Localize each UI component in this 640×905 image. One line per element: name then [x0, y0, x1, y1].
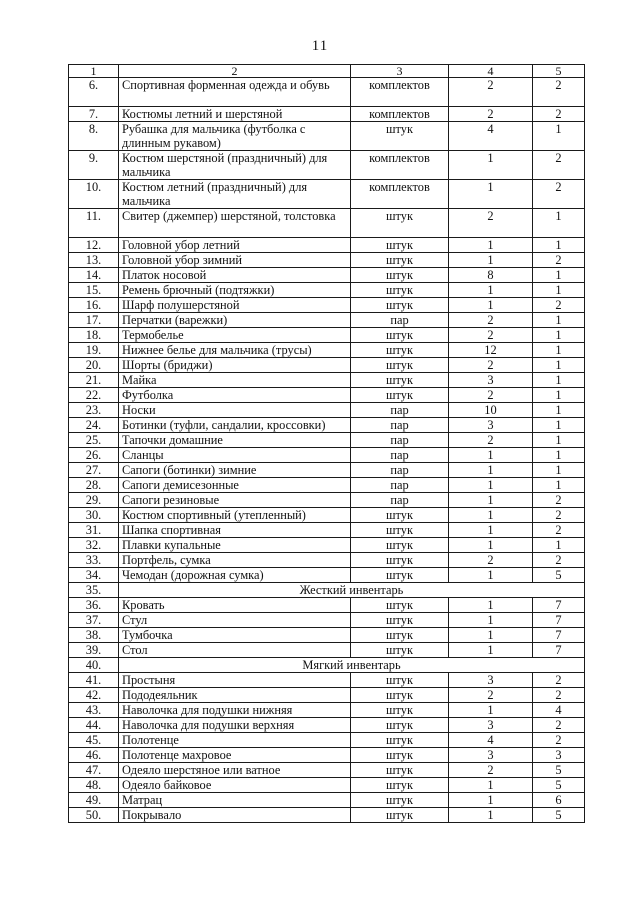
- wear-period: 5: [533, 763, 585, 778]
- item-unit: штук: [351, 388, 449, 403]
- section-row: [69, 658, 585, 673]
- row-number: 42.: [69, 688, 119, 703]
- wear-period: 2: [533, 508, 585, 523]
- item-unit: штук: [351, 283, 449, 298]
- item-name: Головной убор зимний: [119, 253, 351, 268]
- row-number: 16.: [69, 298, 119, 313]
- column-header: 3: [351, 65, 449, 78]
- item-name: Полотенце: [119, 733, 351, 748]
- row-number: 15.: [69, 283, 119, 298]
- item-name: Носки: [119, 403, 351, 418]
- item-unit: комплектов: [351, 78, 449, 107]
- item-unit: штук: [351, 748, 449, 763]
- item-name: Шарф полушерстяной: [119, 298, 351, 313]
- table-row: [69, 493, 585, 508]
- row-number: 49.: [69, 793, 119, 808]
- item-unit: пар: [351, 448, 449, 463]
- item-unit: комплектов: [351, 180, 449, 209]
- table-row: [69, 78, 585, 107]
- row-number: 19.: [69, 343, 119, 358]
- quantity: 2: [449, 313, 533, 328]
- wear-period: 1: [533, 388, 585, 403]
- row-number: 32.: [69, 538, 119, 553]
- row-number: 40.: [69, 658, 119, 673]
- row-number: 12.: [69, 238, 119, 253]
- column-header: 1: [69, 65, 119, 78]
- item-unit: пар: [351, 403, 449, 418]
- item-unit: штук: [351, 523, 449, 538]
- quantity: 1: [449, 508, 533, 523]
- item-unit: штук: [351, 328, 449, 343]
- row-number: 25.: [69, 433, 119, 448]
- table-row: [69, 433, 585, 448]
- row-number: 36.: [69, 598, 119, 613]
- row-number: 7.: [69, 107, 119, 122]
- wear-period: 5: [533, 568, 585, 583]
- item-unit: штук: [351, 673, 449, 688]
- quantity: 2: [449, 328, 533, 343]
- row-number: 45.: [69, 733, 119, 748]
- quantity: 1: [449, 523, 533, 538]
- item-name: Спортивная форменная одежда и обувь: [119, 78, 351, 107]
- table-row: [69, 688, 585, 703]
- wear-period: 2: [533, 107, 585, 122]
- quantity: 1: [449, 448, 533, 463]
- item-name: Тумбочка: [119, 628, 351, 643]
- wear-period: 1: [533, 403, 585, 418]
- wear-period: 1: [533, 478, 585, 493]
- row-number: 47.: [69, 763, 119, 778]
- item-name: Майка: [119, 373, 351, 388]
- table-row: [69, 151, 585, 180]
- quantity: 1: [449, 478, 533, 493]
- wear-period: 7: [533, 613, 585, 628]
- row-number: 44.: [69, 718, 119, 733]
- quantity: 3: [449, 418, 533, 433]
- wear-period: 2: [533, 718, 585, 733]
- table-row: [69, 778, 585, 793]
- table-row: [69, 328, 585, 343]
- table-row: [69, 523, 585, 538]
- item-name: Сланцы: [119, 448, 351, 463]
- wear-period: 7: [533, 643, 585, 658]
- item-name: Костюм шерстяной (праздничный) для мальчика: [119, 151, 351, 180]
- quantity: 4: [449, 122, 533, 151]
- table-row: [69, 373, 585, 388]
- item-name: Нижнее белье для мальчика (трусы): [119, 343, 351, 358]
- table-row: [69, 613, 585, 628]
- row-number: 31.: [69, 523, 119, 538]
- row-number: 13.: [69, 253, 119, 268]
- quantity: 1: [449, 703, 533, 718]
- table-row: [69, 298, 585, 313]
- item-unit: штук: [351, 628, 449, 643]
- item-unit: штук: [351, 763, 449, 778]
- row-number: 26.: [69, 448, 119, 463]
- quantity: 1: [449, 463, 533, 478]
- item-name: Шапка спортивная: [119, 523, 351, 538]
- wear-period: 1: [533, 313, 585, 328]
- table-row: [69, 808, 585, 823]
- row-number: 14.: [69, 268, 119, 283]
- table-body: [69, 65, 585, 823]
- row-number: 18.: [69, 328, 119, 343]
- table-row: [69, 253, 585, 268]
- row-number: 17.: [69, 313, 119, 328]
- table-row: [69, 793, 585, 808]
- row-number: 21.: [69, 373, 119, 388]
- item-name: Головной убор летний: [119, 238, 351, 253]
- item-unit: штук: [351, 343, 449, 358]
- item-unit: штук: [351, 268, 449, 283]
- quantity: 8: [449, 268, 533, 283]
- item-unit: штук: [351, 688, 449, 703]
- quantity: 2: [449, 388, 533, 403]
- item-unit: штук: [351, 298, 449, 313]
- item-unit: пар: [351, 463, 449, 478]
- wear-period: 3: [533, 748, 585, 763]
- wear-period: 4: [533, 703, 585, 718]
- item-name: Простыня: [119, 673, 351, 688]
- wear-period: 1: [533, 538, 585, 553]
- quantity: 3: [449, 718, 533, 733]
- row-number: 28.: [69, 478, 119, 493]
- row-number: 6.: [69, 78, 119, 107]
- table-row: [69, 643, 585, 658]
- row-number: 46.: [69, 748, 119, 763]
- row-number: 37.: [69, 613, 119, 628]
- row-number: 48.: [69, 778, 119, 793]
- item-name: Покрывало: [119, 808, 351, 823]
- item-name: Рубашка для мальчика (футболка с длинным рукавом): [119, 122, 351, 151]
- item-name: Плавки купальные: [119, 538, 351, 553]
- item-unit: штук: [351, 643, 449, 658]
- row-number: 29.: [69, 493, 119, 508]
- wear-period: 2: [533, 151, 585, 180]
- wear-period: 7: [533, 598, 585, 613]
- wear-period: 5: [533, 778, 585, 793]
- wear-period: 1: [533, 343, 585, 358]
- table-row: [69, 313, 585, 328]
- quantity: 1: [449, 778, 533, 793]
- row-number: 39.: [69, 643, 119, 658]
- wear-period: 1: [533, 268, 585, 283]
- item-unit: пар: [351, 313, 449, 328]
- wear-period: 2: [533, 298, 585, 313]
- wear-period: 1: [533, 448, 585, 463]
- quantity: 2: [449, 688, 533, 703]
- item-name: Одеяло шерстяное или ватное: [119, 763, 351, 778]
- item-unit: штук: [351, 598, 449, 613]
- quantity: 1: [449, 493, 533, 508]
- item-unit: штук: [351, 778, 449, 793]
- wear-period: 1: [533, 283, 585, 298]
- table-row: [69, 553, 585, 568]
- item-name: Термобелье: [119, 328, 351, 343]
- item-name: Свитер (джемпер) шерстяной, толстовка: [119, 209, 351, 238]
- quantity: 1: [449, 793, 533, 808]
- inventory-table: [68, 64, 585, 823]
- table-row: [69, 180, 585, 209]
- row-number: 50.: [69, 808, 119, 823]
- quantity: 12: [449, 343, 533, 358]
- quantity: 2: [449, 763, 533, 778]
- row-number: 43.: [69, 703, 119, 718]
- quantity: 1: [449, 283, 533, 298]
- item-name: Пододеяльник: [119, 688, 351, 703]
- item-unit: штук: [351, 718, 449, 733]
- wear-period: 5: [533, 808, 585, 823]
- item-unit: штук: [351, 508, 449, 523]
- item-unit: штук: [351, 793, 449, 808]
- item-name: Ботинки (туфли, сандалии, кроссовки): [119, 418, 351, 433]
- quantity: 1: [449, 180, 533, 209]
- quantity: 3: [449, 373, 533, 388]
- table-row: [69, 268, 585, 283]
- row-number: 20.: [69, 358, 119, 373]
- table-row: [69, 283, 585, 298]
- item-name: Тапочки домашние: [119, 433, 351, 448]
- quantity: 2: [449, 358, 533, 373]
- wear-period: 1: [533, 122, 585, 151]
- item-unit: пар: [351, 418, 449, 433]
- row-number: 27.: [69, 463, 119, 478]
- wear-period: 2: [533, 673, 585, 688]
- item-name: Платок носовой: [119, 268, 351, 283]
- item-name: Полотенце махровое: [119, 748, 351, 763]
- row-number: 38.: [69, 628, 119, 643]
- row-number: 9.: [69, 151, 119, 180]
- item-unit: пар: [351, 478, 449, 493]
- item-unit: пар: [351, 493, 449, 508]
- wear-period: 2: [533, 733, 585, 748]
- table-row: [69, 538, 585, 553]
- table-header-row: [69, 65, 585, 78]
- item-unit: штук: [351, 122, 449, 151]
- row-number: 33.: [69, 553, 119, 568]
- item-name: Сапоги резиновые: [119, 493, 351, 508]
- quantity: 1: [449, 298, 533, 313]
- page-number: 11: [311, 38, 329, 54]
- wear-period: 2: [533, 180, 585, 209]
- quantity: 1: [449, 598, 533, 613]
- wear-period: 2: [533, 78, 585, 107]
- item-name: Чемодан (дорожная сумка): [119, 568, 351, 583]
- item-name: Одеяло байковое: [119, 778, 351, 793]
- wear-period: 7: [533, 628, 585, 643]
- quantity: 1: [449, 568, 533, 583]
- item-unit: штук: [351, 358, 449, 373]
- table-row: [69, 703, 585, 718]
- row-number: 11.: [69, 209, 119, 238]
- table-row: [69, 733, 585, 748]
- column-header: 4: [449, 65, 533, 78]
- table-row: [69, 358, 585, 373]
- item-unit: комплектов: [351, 151, 449, 180]
- quantity: 10: [449, 403, 533, 418]
- wear-period: 1: [533, 418, 585, 433]
- wear-period: 2: [533, 523, 585, 538]
- table-row: [69, 388, 585, 403]
- wear-period: 1: [533, 328, 585, 343]
- wear-period: 1: [533, 373, 585, 388]
- item-unit: штук: [351, 553, 449, 568]
- quantity: 2: [449, 107, 533, 122]
- wear-period: 1: [533, 209, 585, 238]
- row-number: 24.: [69, 418, 119, 433]
- table-row: [69, 403, 585, 418]
- table-row: [69, 598, 585, 613]
- wear-period: 2: [533, 688, 585, 703]
- item-unit: штук: [351, 538, 449, 553]
- item-unit: штук: [351, 568, 449, 583]
- table-row: [69, 508, 585, 523]
- quantity: 1: [449, 538, 533, 553]
- item-unit: штук: [351, 733, 449, 748]
- wear-period: 1: [533, 238, 585, 253]
- quantity: 1: [449, 613, 533, 628]
- table-row: [69, 718, 585, 733]
- wear-period: 1: [533, 433, 585, 448]
- quantity: 1: [449, 253, 533, 268]
- table-row: [69, 107, 585, 122]
- item-name: Ремень брючный (подтяжки): [119, 283, 351, 298]
- section-title: Мягкий инвентарь: [119, 658, 585, 673]
- item-unit: штук: [351, 808, 449, 823]
- item-name: Футболка: [119, 388, 351, 403]
- wear-period: 2: [533, 553, 585, 568]
- table-row: [69, 628, 585, 643]
- section-title: Жесткий инвентарь: [119, 583, 585, 598]
- row-number: 41.: [69, 673, 119, 688]
- quantity: 1: [449, 628, 533, 643]
- row-number: 8.: [69, 122, 119, 151]
- item-unit: штук: [351, 703, 449, 718]
- quantity: 1: [449, 808, 533, 823]
- wear-period: 2: [533, 253, 585, 268]
- item-name: Наволочка для подушки верхняя: [119, 718, 351, 733]
- table-row: [69, 418, 585, 433]
- item-unit: штук: [351, 253, 449, 268]
- section-row: [69, 583, 585, 598]
- table-row: [69, 763, 585, 778]
- quantity: 2: [449, 433, 533, 448]
- quantity: 3: [449, 748, 533, 763]
- row-number: 22.: [69, 388, 119, 403]
- quantity: 1: [449, 643, 533, 658]
- quantity: 2: [449, 553, 533, 568]
- table-row: [69, 448, 585, 463]
- quantity: 1: [449, 151, 533, 180]
- table-row: [69, 343, 585, 358]
- quantity: 2: [449, 209, 533, 238]
- item-name: Матрац: [119, 793, 351, 808]
- column-header: 2: [119, 65, 351, 78]
- item-name: Портфель, сумка: [119, 553, 351, 568]
- column-header: 5: [533, 65, 585, 78]
- item-name: Перчатки (варежки): [119, 313, 351, 328]
- item-unit: штук: [351, 373, 449, 388]
- wear-period: 1: [533, 463, 585, 478]
- item-name: Костюм летний (праздничный) для мальчика: [119, 180, 351, 209]
- item-name: Костюмы летний и шерстяной: [119, 107, 351, 122]
- row-number: 35.: [69, 583, 119, 598]
- table-row: [69, 478, 585, 493]
- item-name: Наволочка для подушки нижняя: [119, 703, 351, 718]
- item-name: Стул: [119, 613, 351, 628]
- row-number: 23.: [69, 403, 119, 418]
- table-row: [69, 122, 585, 151]
- table-row: [69, 673, 585, 688]
- item-name: Сапоги демисезонные: [119, 478, 351, 493]
- item-unit: комплектов: [351, 107, 449, 122]
- wear-period: 6: [533, 793, 585, 808]
- row-number: 10.: [69, 180, 119, 209]
- table-row: [69, 568, 585, 583]
- table-row: [69, 748, 585, 763]
- wear-period: 1: [533, 358, 585, 373]
- item-unit: пар: [351, 433, 449, 448]
- row-number: 34.: [69, 568, 119, 583]
- table-row: [69, 209, 585, 238]
- item-name: Шорты (бриджи): [119, 358, 351, 373]
- wear-period: 2: [533, 493, 585, 508]
- table-row: [69, 463, 585, 478]
- item-name: Кровать: [119, 598, 351, 613]
- item-unit: штук: [351, 238, 449, 253]
- item-unit: штук: [351, 613, 449, 628]
- item-unit: штук: [351, 209, 449, 238]
- quantity: 3: [449, 673, 533, 688]
- row-number: 30.: [69, 508, 119, 523]
- item-name: Сапоги (ботинки) зимние: [119, 463, 351, 478]
- quantity: 4: [449, 733, 533, 748]
- item-name: Костюм спортивный (утепленный): [119, 508, 351, 523]
- table-row: [69, 238, 585, 253]
- item-name: Стол: [119, 643, 351, 658]
- quantity: 2: [449, 78, 533, 107]
- quantity: 1: [449, 238, 533, 253]
